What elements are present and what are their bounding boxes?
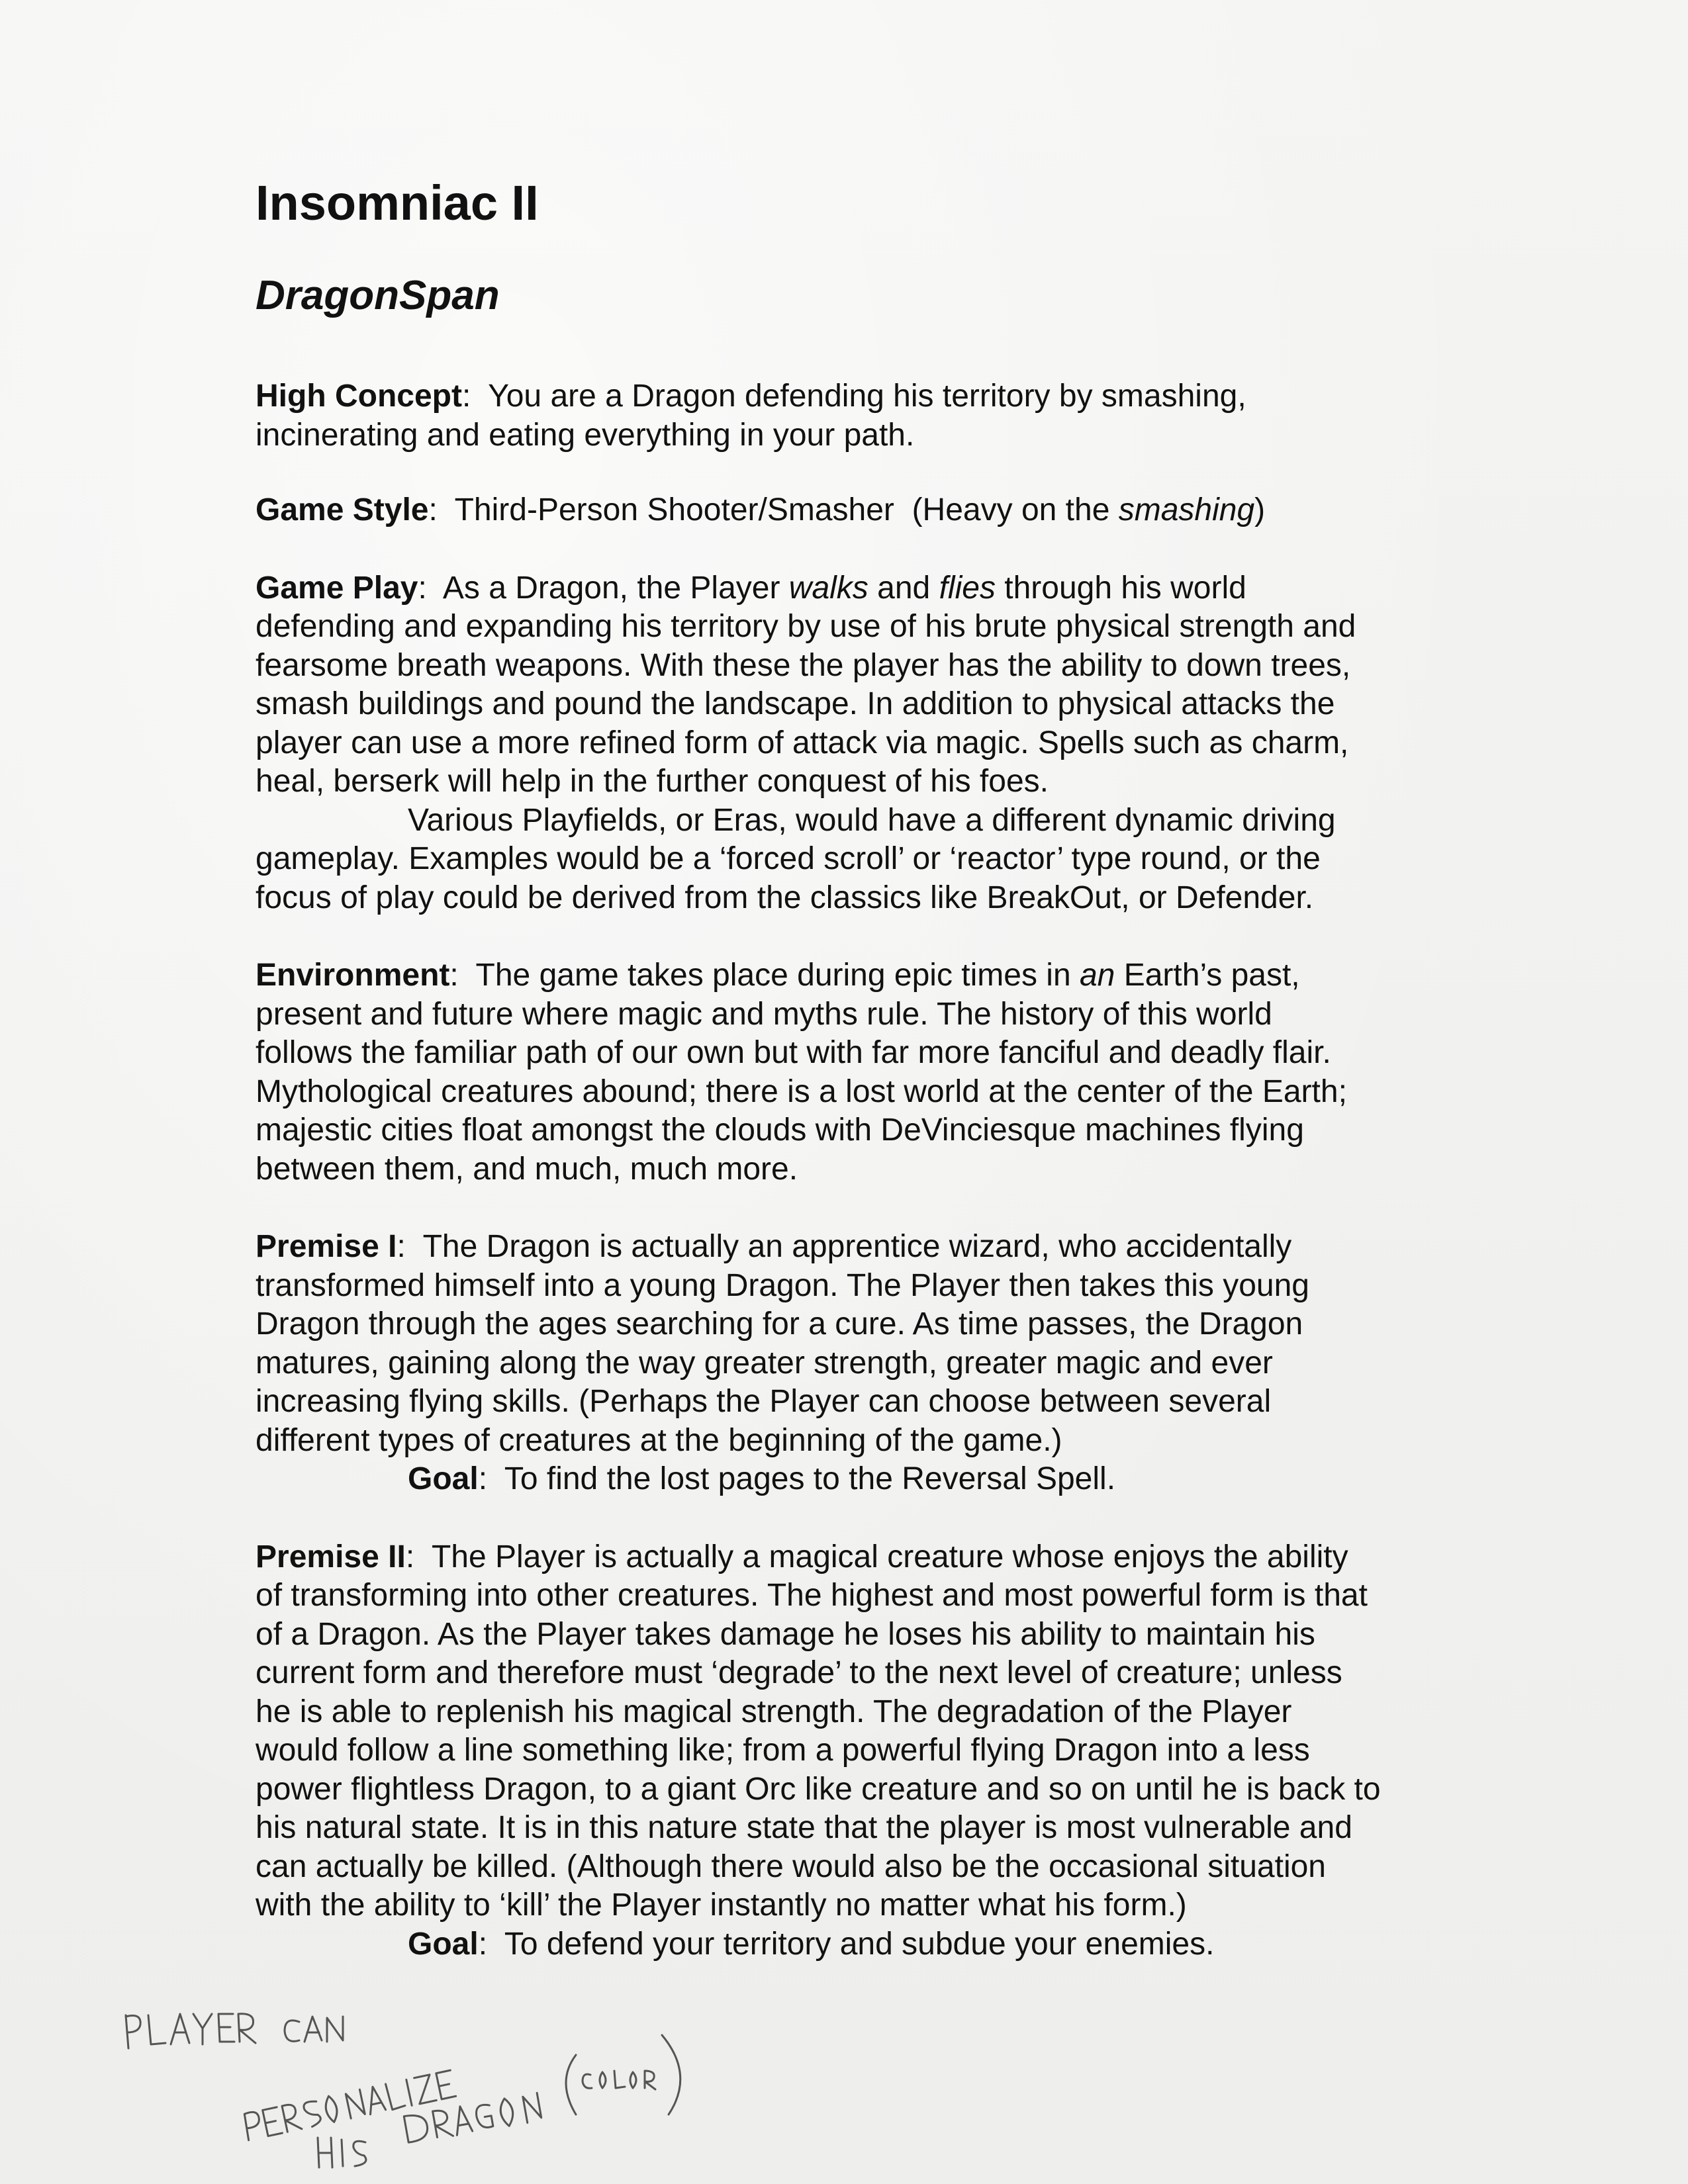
high-concept-line-2: incinerating and eating everything in your path.: [256, 417, 915, 453]
game-play-line-9: focus of play could be derived from the classics like BreakOut, or Defender.: [256, 880, 1314, 915]
premise-2-line-5: he is able to replenish his magical strength. The degradation of the Player: [256, 1694, 1292, 1729]
high-concept-line-1: You are a Dragon defending his territory by smashing,: [488, 379, 1246, 414]
game-style-section: Game Style: Third-Person Shooter/Smasher (Heavy on the smashing): [256, 492, 1266, 527]
environment-label: Environment: [256, 958, 450, 993]
game-play-l1-a: As a Dragon, the Player: [442, 570, 789, 606]
environment-l1-a: The game takes place during epic times in: [475, 958, 1080, 993]
environment-line-4: Mythological creatures abound; there is a lost world at the center of the Earth;: [256, 1073, 1347, 1109]
game-play-line-4: smash buildings and pound the landscape. In addition to physical attacks the: [256, 686, 1335, 721]
environment-line-3: follows the familiar path of our own but with far more fanciful and deadly flair.: [256, 1035, 1331, 1070]
premise-1-goal-text: To find the lost pages to the Reversal Spell.: [504, 1461, 1116, 1496]
game-style-text-a: Third-Person Shooter/Smasher (Heavy on the: [454, 492, 1119, 527]
game-play-line-6: heal, berserk will help in the further conquest of his foes.: [256, 764, 1049, 799]
environment-line-6: between them, and much, much more.: [256, 1151, 798, 1187]
environment-l1-b: Earth’s past,: [1115, 958, 1300, 993]
premise-1-line-4: matures, gaining along the way greater strength, greater magic and ever: [256, 1345, 1273, 1381]
premise-2-section: Premise II: The Player is actually a magical creature whose enjoys the ability of transforming into other creatures. The highest and most powerful form is that of a Dragon. As the Player takes damage he loses his ability to maintain his current form and therefore must ‘degrade’ to the next level of creature; unless he is able to replenish his magical strength. The degradation of the Player would follow a line something like; from a powerful flying Dragon into a less power flightless Dragon, to a giant Orc like creature and so on until he is back to his natural state. It is in this nature state that the player is most vulnerable and can actually be killed. (Although there would also be the occasional situation with the ability to ‘kill’ the Player instantly no matter what his form.) Goal: To defend your territory and subdue your enemies.: [256, 1539, 1381, 1962]
premise-1-line-6: different types of creatures at the beginning of the game.): [256, 1422, 1062, 1458]
premise-2-line-9: can actually be killed. (Although there would also be the occasional situation: [256, 1848, 1326, 1884]
premise-2-line-1: The Player is actually a magical creature whose enjoys the ability: [431, 1539, 1348, 1574]
game-play-section: Game Play: As a Dragon, the Player walks and flies through his world defending and expanding his territory by use of his brute physical strength and fearsome breath weapons. With these the player has the ability to down trees, smash buildings and pound the landscape. In addition to physical attacks the player can use a more refined form of attack via magic. Spells such as charm, heal, berserk will help in the further conquest of his foes. Various Playfields, or Eras, would have a different dynamic driving gameplay. Examples would be a ‘forced scroll’ or ‘reactor’ type round, or the focus of play could be derived from the classics like BreakOut, or Defender.: [256, 570, 1356, 915]
game-play-label: Game Play: [256, 570, 418, 606]
high-concept-label: High Concept: [256, 379, 462, 414]
premise-1-goal-label: Goal: [408, 1461, 479, 1496]
game-style-label: Game Style: [256, 492, 429, 527]
premise-2-line-4: current form and therefore must ‘degrade’ to the next level of creature; unless: [256, 1655, 1342, 1690]
environment-line-5: majestic cities float amongst the clouds with DeVinciesque machines flying: [256, 1113, 1304, 1148]
game-style-text-b: ): [1254, 492, 1266, 527]
game-play-line-8: gameplay. Examples would be a ‘forced scroll’ or ‘reactor’ type round, or the: [256, 841, 1321, 876]
game-style-emphasis: smashing: [1118, 492, 1255, 527]
premise-1-section: Premise I: The Dragon is actually an apprentice wizard, who accidentally transformed himself into a young Dragon. The Player then takes this young Dragon through the ages searching for a cure. As time passes, the Dragon matures, gaining along the way greater strength, greater magic and ever increasing flying skills. (Perhaps the Player can choose between several different types of creatures at the beginning of the game.) Goal: To find the lost pages to the Reversal Spell.: [256, 1229, 1309, 1496]
game-play-line-2: defending and expanding his territory by use of his brute physical strength and: [256, 609, 1356, 644]
premise-2-line-6: would follow a line something like; from a powerful flying Dragon into a less: [256, 1733, 1310, 1768]
premise-2-line-8: his natural state. It is in this nature state that the player is most vulnerable and: [256, 1810, 1352, 1845]
premise-2-label: Premise II: [256, 1539, 406, 1574]
document-subtitle: DragonSpan: [256, 273, 500, 318]
premise-1-line-3: Dragon through the ages searching for a cure. As time passes, the Dragon: [256, 1306, 1303, 1342]
premise-1-line-1: The Dragon is actually an apprentice wizard, who accidentally: [422, 1229, 1292, 1264]
document-body: [256, 175, 1467, 1964]
game-play-line-7: Various Playfields, or Eras, would have a different dynamic driving: [408, 802, 1336, 838]
premise-1-line-5: increasing flying skills. (Perhaps the Player can choose between several: [256, 1384, 1272, 1419]
game-play-l1-c: through his world: [995, 570, 1246, 606]
game-play-line-5: player can use a more refined form of attack via magic. Spells such as charm,: [256, 725, 1349, 760]
handwritten-note: [119, 1976, 880, 2174]
game-play-l1-b: and: [868, 570, 939, 606]
premise-2-line-10: with the ability to ‘kill’ the Player instantly no matter what his form.): [256, 1888, 1187, 1923]
premise-2-line-2: of transforming into other creatures. The highest and most powerful form is that: [256, 1578, 1368, 1613]
game-play-walks: walks: [788, 570, 868, 606]
game-play-line-3: fearsome breath weapons. With these the player has the ability to down trees,: [256, 647, 1351, 683]
environment-section: Environment: The game takes place during epic times in an Earth’s past, present and future where magic and myths rule. The history of this world follows the familiar path of our own but with far more fanciful and deadly flair. Mythological creatures abound; there is a lost world at the center of the Earth; majestic cities float amongst the clouds with DeVinciesque machines flying between them, and much, much more.: [256, 958, 1347, 1187]
environment-line-2: present and future where magic and myths rule. The history of this world: [256, 996, 1272, 1032]
premise-1-line-2: transformed himself into a young Dragon. The Player then takes this young: [256, 1267, 1309, 1303]
document-title: Insomniac II: [256, 175, 539, 230]
premise-2-line-3: of a Dragon. As the Player takes damage he loses his ability to maintain his: [256, 1616, 1315, 1652]
game-play-flies: flies: [939, 570, 996, 606]
environment-an: an: [1079, 958, 1115, 993]
premise-1-label: Premise I: [256, 1229, 397, 1264]
high-concept-section: High Concept: You are a Dragon defending his territory by smashing, incinerating and eating everything in your path.: [256, 379, 1246, 453]
premise-2-line-7: power flightless Dragon, to a giant Orc like creature and so on until he is back to: [256, 1771, 1381, 1807]
premise-2-goal-label: Goal: [408, 1926, 479, 1962]
premise-2-goal-text: To defend your territory and subdue your enemies.: [504, 1926, 1215, 1962]
